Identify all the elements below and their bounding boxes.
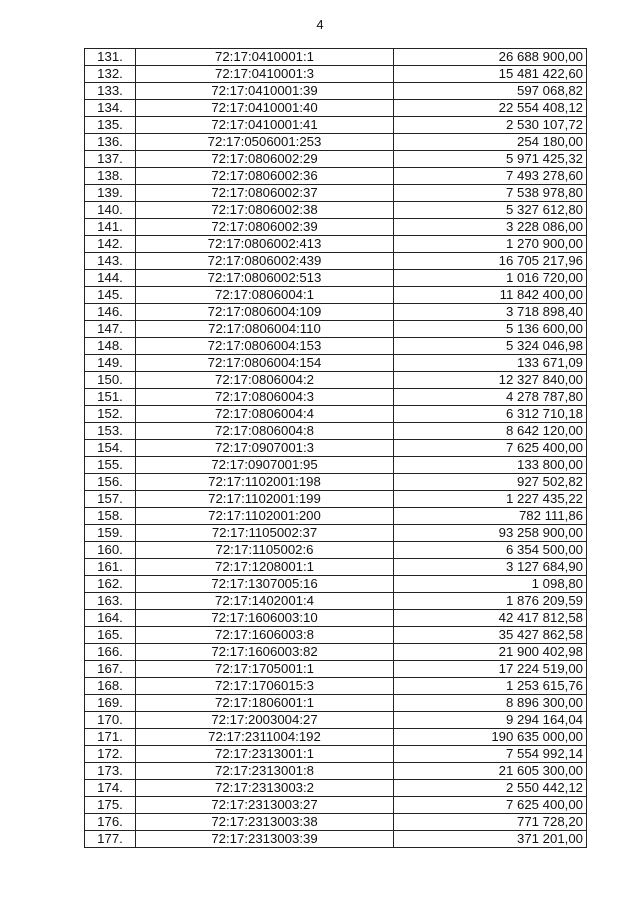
row-number-cell: 157.: [85, 491, 136, 508]
cadastral-value-cell: 8 642 120,00: [394, 423, 587, 440]
cadastral-number-cell: 72:17:1705001:1: [136, 661, 394, 678]
cadastral-value-cell: 5 971 425,32: [394, 151, 587, 168]
cadastral-value-cell: 15 481 422,60: [394, 66, 587, 83]
cadastral-value-cell: 2 550 442,12: [394, 780, 587, 797]
row-number-cell: 160.: [85, 542, 136, 559]
cadastral-number-cell: 72:17:2313003:27: [136, 797, 394, 814]
table-row: [85, 542, 587, 559]
table-row: [85, 695, 587, 712]
cadastral-number-cell: 72:17:0506001:253: [136, 134, 394, 151]
row-number-cell: 166.: [85, 644, 136, 661]
row-number-cell: 177.: [85, 831, 136, 848]
row-number-cell: 169.: [85, 695, 136, 712]
cadastral-number-cell: 72:17:0806004:3: [136, 389, 394, 406]
table-row: [85, 661, 587, 678]
table-row: [85, 712, 587, 729]
row-number-cell: 135.: [85, 117, 136, 134]
cadastral-value-cell: 597 068,82: [394, 83, 587, 100]
row-number-cell: 163.: [85, 593, 136, 610]
row-number-cell: 175.: [85, 797, 136, 814]
row-number-cell: 155.: [85, 457, 136, 474]
table-row: [85, 304, 587, 321]
row-number-cell: 136.: [85, 134, 136, 151]
cadastral-number-cell: 72:17:1606003:82: [136, 644, 394, 661]
table-row: [85, 440, 587, 457]
table-row: [85, 627, 587, 644]
cadastral-value-cell: 1 270 900,00: [394, 236, 587, 253]
cadastral-number-cell: 72:17:1102001:200: [136, 508, 394, 525]
cadastral-value-cell: 254 180,00: [394, 134, 587, 151]
cadastral-number-cell: 72:17:1105002:6: [136, 542, 394, 559]
table-row: [85, 644, 587, 661]
cadastral-number-cell: 72:17:0806004:1: [136, 287, 394, 304]
cadastral-value-cell: 3 718 898,40: [394, 304, 587, 321]
cadastral-value-cell: 7 554 992,14: [394, 746, 587, 763]
cadastral-value-cell: 6 312 710,18: [394, 406, 587, 423]
table-row: [85, 338, 587, 355]
row-number-cell: 171.: [85, 729, 136, 746]
cadastral-number-cell: 72:17:0806004:153: [136, 338, 394, 355]
table-row: [85, 202, 587, 219]
cadastral-value-cell: 1 876 209,59: [394, 593, 587, 610]
cadastral-value-cell: 133 800,00: [394, 457, 587, 474]
cadastral-number-cell: 72:17:0907001:3: [136, 440, 394, 457]
cadastral-value-cell: 7 625 400,00: [394, 797, 587, 814]
cadastral-value-cell: 7 493 278,60: [394, 168, 587, 185]
table-row: [85, 831, 587, 848]
row-number-cell: 148.: [85, 338, 136, 355]
cadastral-value-cell: 1 098,80: [394, 576, 587, 593]
row-number-cell: 142.: [85, 236, 136, 253]
cadastral-number-cell: 72:17:1102001:199: [136, 491, 394, 508]
row-number-cell: 144.: [85, 270, 136, 287]
table-row: [85, 678, 587, 695]
row-number-cell: 170.: [85, 712, 136, 729]
cadastral-number-cell: 72:17:1208001:1: [136, 559, 394, 576]
cadastral-number-cell: 72:17:0410001:3: [136, 66, 394, 83]
row-number-cell: 161.: [85, 559, 136, 576]
cadastral-value-cell: 4 278 787,80: [394, 389, 587, 406]
row-number-cell: 167.: [85, 661, 136, 678]
cadastral-number-cell: 72:17:2313001:8: [136, 763, 394, 780]
table-row: [85, 457, 587, 474]
row-number-cell: 154.: [85, 440, 136, 457]
cadastral-value-cell: 11 842 400,00: [394, 287, 587, 304]
table-row: [85, 151, 587, 168]
cadastral-value-cell: 22 554 408,12: [394, 100, 587, 117]
cadastral-value-cell: 16 705 217,96: [394, 253, 587, 270]
row-number-cell: 137.: [85, 151, 136, 168]
cadastral-number-cell: 72:17:0806004:110: [136, 321, 394, 338]
row-number-cell: 138.: [85, 168, 136, 185]
cadastral-number-cell: 72:17:2313003:39: [136, 831, 394, 848]
cadastral-value-cell: 371 201,00: [394, 831, 587, 848]
row-number-cell: 156.: [85, 474, 136, 491]
cadastral-number-cell: 72:17:0806002:39: [136, 219, 394, 236]
cadastral-value-cell: 7 538 978,80: [394, 185, 587, 202]
table-row: [85, 321, 587, 338]
cadastral-number-cell: 72:17:0806002:413: [136, 236, 394, 253]
cadastral-number-cell: 72:17:2313003:38: [136, 814, 394, 831]
table-row: [85, 100, 587, 117]
cadastral-value-cell: 93 258 900,00: [394, 525, 587, 542]
cadastral-number-cell: 72:17:1402001:4: [136, 593, 394, 610]
cadastral-value-cell: 7 625 400,00: [394, 440, 587, 457]
table-row: [85, 780, 587, 797]
cadastral-value-cell: 17 224 519,00: [394, 661, 587, 678]
table-row: [85, 593, 587, 610]
table-row: [85, 168, 587, 185]
table-row: [85, 66, 587, 83]
cadastral-number-cell: 72:17:0806004:2: [136, 372, 394, 389]
cadastral-value-table: [84, 48, 587, 848]
cadastral-number-cell: 72:17:2003004:27: [136, 712, 394, 729]
cadastral-number-cell: 72:17:0806002:37: [136, 185, 394, 202]
cadastral-number-cell: 72:17:0410001:1: [136, 49, 394, 66]
table-row: [85, 763, 587, 780]
row-number-cell: 131.: [85, 49, 136, 66]
cadastral-value-cell: 2 530 107,72: [394, 117, 587, 134]
cadastral-number-cell: 72:17:0806004:8: [136, 423, 394, 440]
cadastral-value-cell: 9 294 164,04: [394, 712, 587, 729]
row-number-cell: 151.: [85, 389, 136, 406]
row-number-cell: 132.: [85, 66, 136, 83]
row-number-cell: 158.: [85, 508, 136, 525]
cadastral-number-cell: 72:17:0410001:39: [136, 83, 394, 100]
table-row: [85, 406, 587, 423]
table-row: [85, 525, 587, 542]
cadastral-value-cell: 190 635 000,00: [394, 729, 587, 746]
cadastral-number-cell: 72:17:2311004:192: [136, 729, 394, 746]
cadastral-value-cell: 5 327 612,80: [394, 202, 587, 219]
cadastral-value-cell: 12 327 840,00: [394, 372, 587, 389]
cadastral-value-cell: 3 228 086,00: [394, 219, 587, 236]
row-number-cell: 145.: [85, 287, 136, 304]
table-row: [85, 134, 587, 151]
cadastral-number-cell: 72:17:1806001:1: [136, 695, 394, 712]
table-row: [85, 287, 587, 304]
row-number-cell: 150.: [85, 372, 136, 389]
table-row: [85, 83, 587, 100]
cadastral-value-cell: 5 324 046,98: [394, 338, 587, 355]
table-row: [85, 474, 587, 491]
row-number-cell: 139.: [85, 185, 136, 202]
cadastral-number-cell: 72:17:1606003:10: [136, 610, 394, 627]
cadastral-number-cell: 72:17:0806004:4: [136, 406, 394, 423]
cadastral-value-cell: 1 227 435,22: [394, 491, 587, 508]
row-number-cell: 140.: [85, 202, 136, 219]
cadastral-number-cell: 72:17:0410001:41: [136, 117, 394, 134]
row-number-cell: 172.: [85, 746, 136, 763]
row-number-cell: 176.: [85, 814, 136, 831]
row-number-cell: 164.: [85, 610, 136, 627]
cadastral-value-cell: 8 896 300,00: [394, 695, 587, 712]
row-number-cell: 149.: [85, 355, 136, 372]
table-row: [85, 508, 587, 525]
table-row: [85, 814, 587, 831]
table-row: [85, 253, 587, 270]
row-number-cell: 159.: [85, 525, 136, 542]
row-number-cell: 152.: [85, 406, 136, 423]
cadastral-value-cell: 771 728,20: [394, 814, 587, 831]
cadastral-value-cell: 35 427 862,58: [394, 627, 587, 644]
row-number-cell: 134.: [85, 100, 136, 117]
table-row: [85, 117, 587, 134]
table-row: [85, 270, 587, 287]
table-row: [85, 185, 587, 202]
table-row: [85, 389, 587, 406]
cadastral-number-cell: 72:17:0806004:109: [136, 304, 394, 321]
table-row: [85, 49, 587, 66]
cadastral-value-cell: 927 502,82: [394, 474, 587, 491]
table-row: [85, 576, 587, 593]
table-row: [85, 746, 587, 763]
cadastral-value-cell: 6 354 500,00: [394, 542, 587, 559]
table-row: [85, 236, 587, 253]
cadastral-value-cell: 5 136 600,00: [394, 321, 587, 338]
row-number-cell: 143.: [85, 253, 136, 270]
cadastral-number-cell: 72:17:0410001:40: [136, 100, 394, 117]
cadastral-value-cell: 133 671,09: [394, 355, 587, 372]
table-row: [85, 559, 587, 576]
table-body: [85, 49, 587, 848]
cadastral-value-cell: 42 417 812,58: [394, 610, 587, 627]
cadastral-number-cell: 72:17:0806002:29: [136, 151, 394, 168]
row-number-cell: 168.: [85, 678, 136, 695]
cadastral-number-cell: 72:17:0806004:154: [136, 355, 394, 372]
cadastral-number-cell: 72:17:1105002:37: [136, 525, 394, 542]
row-number-cell: 174.: [85, 780, 136, 797]
cadastral-value-cell: 1 253 615,76: [394, 678, 587, 695]
cadastral-number-cell: 72:17:0907001:95: [136, 457, 394, 474]
cadastral-number-cell: 72:17:1307005:16: [136, 576, 394, 593]
cadastral-value-cell: 782 111,86: [394, 508, 587, 525]
cadastral-number-cell: 72:17:1102001:198: [136, 474, 394, 491]
table-row: [85, 219, 587, 236]
cadastral-value-cell: 3 127 684,90: [394, 559, 587, 576]
cadastral-number-cell: 72:17:0806002:439: [136, 253, 394, 270]
table-row: [85, 610, 587, 627]
page-number: 4: [316, 17, 324, 32]
table-row: [85, 372, 587, 389]
cadastral-value-cell: 21 605 300,00: [394, 763, 587, 780]
cadastral-number-cell: 72:17:0806002:513: [136, 270, 394, 287]
cadastral-value-cell: 26 688 900,00: [394, 49, 587, 66]
cadastral-number-cell: 72:17:2313001:1: [136, 746, 394, 763]
cadastral-number-cell: 72:17:0806002:36: [136, 168, 394, 185]
cadastral-number-cell: 72:17:0806002:38: [136, 202, 394, 219]
cadastral-number-cell: 72:17:2313003:2: [136, 780, 394, 797]
row-number-cell: 153.: [85, 423, 136, 440]
table-row: [85, 423, 587, 440]
cadastral-value-cell: 21 900 402,98: [394, 644, 587, 661]
table-row: [85, 355, 587, 372]
table-row: [85, 729, 587, 746]
row-number-cell: 133.: [85, 83, 136, 100]
row-number-cell: 146.: [85, 304, 136, 321]
table-row: [85, 797, 587, 814]
row-number-cell: 162.: [85, 576, 136, 593]
table-row: [85, 491, 587, 508]
cadastral-number-cell: 72:17:1706015:3: [136, 678, 394, 695]
row-number-cell: 141.: [85, 219, 136, 236]
row-number-cell: 173.: [85, 763, 136, 780]
cadastral-value-cell: 1 016 720,00: [394, 270, 587, 287]
cadastral-number-cell: 72:17:1606003:8: [136, 627, 394, 644]
row-number-cell: 165.: [85, 627, 136, 644]
row-number-cell: 147.: [85, 321, 136, 338]
